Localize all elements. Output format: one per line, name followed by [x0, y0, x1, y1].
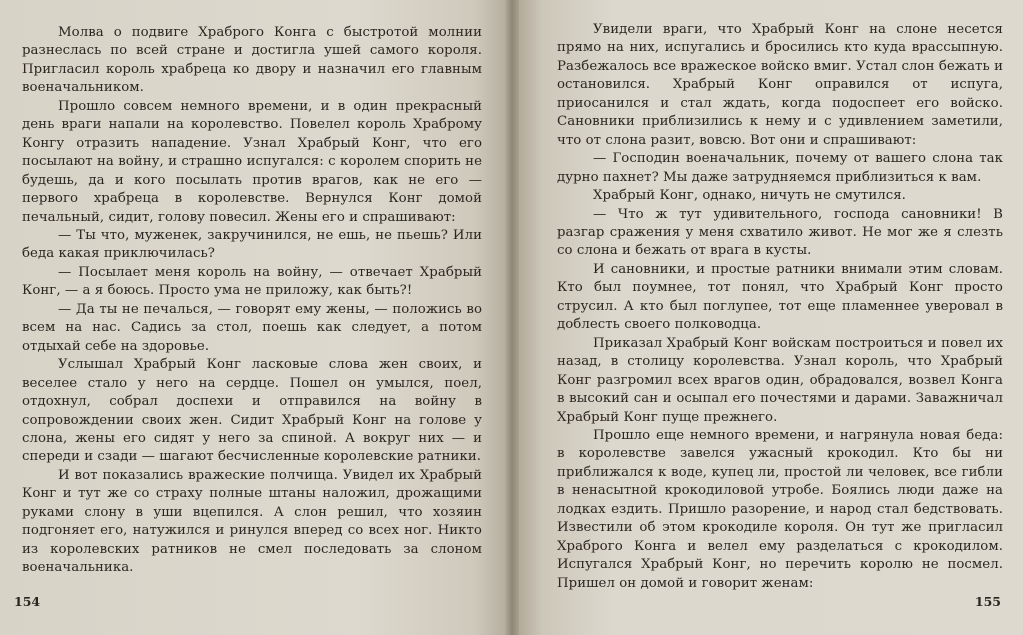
- paragraph: Молва о подвиге Храброго Конга с быстротой молнии разнеслась по всей стране и достигла ушей самого короля. Пригласил король храбреца ко двору и назначил его главным военачальником.: [22, 25, 482, 96]
- page-number: 155: [974, 594, 1001, 609]
- paragraph: Прошло совсем немного времени, и в один прекрасный день враги напали на королевство. Повелел король Храброму Конгу отразить нападение. Узнал Храбрый Конг, что его посылают на войну, и страшно испугался: с королем спорить не будешь, да и кого посылать против врагов, как не его — первого храбреца в королевстве. Вернулся Конг домой печальный, сидит, голову повесил. Жены его и спрашивают:: [22, 98, 482, 225]
- paragraph: Прошло еще немного времени, и нагрянула новая беда: в королевстве завелся ужасный крокодил. Кто бы ни приближался к воде, купец ли, простой ли человек, все гибли в ненасытной крокодиловой утробе. Боялись люди даже на лодках ездить. Пришло разорение, и народ стал бедствовать. Известили об этом крокодиле короля. Он тут же пригласил Храброго Конга и велел ему разделаться с крокодилом. Испугался Храбрый Конг, но перечить королю не посмел. Пришел он домой и говорит женам:: [557, 427, 1003, 591]
- paragraph: И вот показались вражеские полчища. Увидел их Храбрый Конг и тут же со страху полные штаны наложил, дрожащими руками слону в уши вцепился. А слон решил, что хозяин подгоняет его, натужился и ринулся вперед со всех ног. Никто из королевских ратников не смел последовать за слоном военачальника.: [22, 467, 482, 576]
- paragraph: Услышал Храбрый Конг ласковые слова жен своих, и веселее стало у него на сердце. Пошел он умылся, поел, отдохнул, собрал доспехи и отправился на войну в сопровождении своих жен. Сидит Храбрый Конг на голове у слона, жены его сидят у него за спиной. А вокруг них — и спереди и сзади — шагают бесчисленные королевские ратники.: [22, 357, 482, 465]
- paragraph: — Господин военачальник, почему от вашего слона так дурно пахнет? Мы даже затрудняемся приблизиться к вам.: [557, 151, 1003, 185]
- paragraph: — Что ж тут удивительного, господа сановники! В разгар сражения у меня схватило живот. Не мог же я слезть со слона и бежать от врага в кусты.: [557, 206, 1003, 259]
- left-page: [0, 0, 510, 635]
- page-number: 154: [14, 594, 41, 609]
- paragraph: Увидели враги, что Храбрый Конг на слоне несется прямо на них, испугались и бросились кто куда врассыпную. Разбежалось все вражеское войско вмиг. Устал слон бежать и остановился. Храбрый Конг оправился от испуга, приосанился и стал ждать, когда подоспеет его войско. Сановники приблизились к нему и с удивлением заметили, что от слона разит, вовсю. Вот они и спрашивают:: [557, 22, 1003, 148]
- paragraph: — Да ты не печалься, — говорят ему жены, — положись во всем на нас. Садись за стол, поешь как следует, а потом отдыхай себе на здоровье.: [22, 301, 482, 354]
- paragraph: Приказал Храбрый Конг войскам построиться и повел их назад, в столицу королевства. Узнал король, что Храбрый Конг разгромил всех врагов один, обрадовался, возвел Конга в высокий сан и осыпал его почестями и дарами. Заважничал Храбрый Конг пуще прежнего.: [557, 335, 1003, 425]
- right-page: [512, 0, 1023, 635]
- paragraph: — Посылает меня король на войну, — отвечает Храбрый Конг, — а я боюсь. Просто ума не приложу, как быть?!: [22, 264, 482, 299]
- paragraph: И сановники, и простые ратники внимали этим словам. Кто был поумнее, тот понял, что Храбрый Конг просто струсил. А кто был поглупее, тот еще пламеннее уверовал в доблесть своего полководца.: [557, 261, 1003, 333]
- paragraph: Храбрый Конг, однако, ничуть не смутился.: [593, 188, 906, 204]
- book-gutter: [505, 0, 519, 635]
- paragraph: — Ты что, муженек, закручинился, не ешь, не пьешь? Или беда какая приключилась?: [22, 227, 482, 262]
